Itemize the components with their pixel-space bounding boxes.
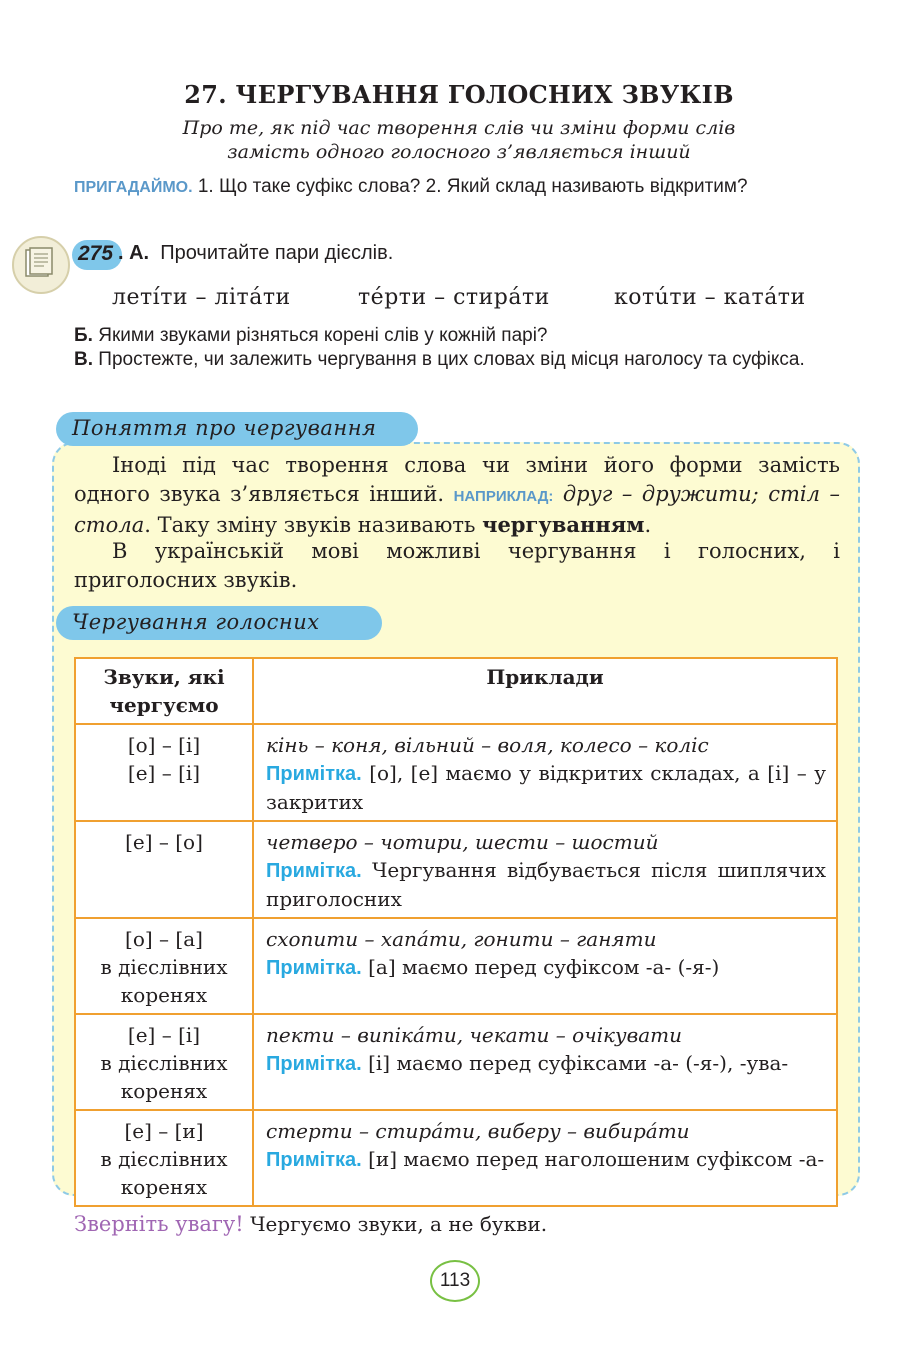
exercise-part-b: Б. Якими звуками різняться корені слів у кожній парі? [74,325,548,346]
attention-label: Зверніть увагу! [74,1212,244,1236]
table-row: [о] – [і] [е] – [і] кінь – коня, вільний – воля, колесо – коліс Примітка. [о], [е] маємо у відкритих складах, а [і] – у закритих [75,724,837,821]
remind-block [74,175,844,200]
table-row: [е] – [о] четверо – чотири, шести – шостий Примітка. Чергування відбувається після шиплячих приголосних [75,821,837,918]
exercise-part-a: . А. Прочитайте пари дієслів. [118,242,394,264]
vowels-heading: Чергування голосних [56,606,382,640]
verb-pairs [0,285,918,317]
concept-paragraph-2: В українській мові можливі чергування і голосних, і приголосних звуків. [74,539,840,592]
note-label: Примітка. [266,1149,362,1171]
column-header-sounds: Звуки, які чергуємо [75,658,253,724]
remind-text: 1. Що таке суфікс слова? 2. Який склад називають відкритим? [192,176,748,197]
attention-note [74,1212,547,1236]
term: чергуванням [482,512,645,537]
example-label: НАПРИКЛАД: [453,487,554,505]
page-subtitle: Про те, як під час творення слів чи зміни форми слів замість одного голосного з’являється інший [182,117,736,163]
verb-pair: тéрти – стирáти [358,285,550,310]
table-header-row [75,658,837,724]
note-label: Примітка. [266,957,362,979]
table-row: [о] – [а] в дієслівних коренях схопити – хапáти, гонити – ганяти Примітка. [а] маємо перед суфіксом -а- (-я-) [75,918,837,1014]
remind-label: ПРИГАДАЙМО. [74,179,193,196]
verb-pair: котúти – катáти [614,285,806,310]
table-row: [е] – [і] в дієслівних коренях пекти – випікáти, чекати – очікувати Примітка. [і] маємо перед суфіксами -а- (-я-), -ува- [75,1014,837,1110]
attention-text: Чергуємо звуки, а не букви. [243,1212,548,1236]
verb-pair: летíти – літáти [112,285,291,310]
page-number: 113 [430,1260,480,1302]
note-label: Примітка. [266,763,362,785]
exercise-number: 275 [74,238,122,272]
column-header-examples: Приклади [253,658,837,724]
table-row: [е] – [и] в дієслівних коренях стерти – стирáти, виберу – вибирáти Примітка. [и] маємо перед наголошеним суфіксом -а- [75,1110,837,1206]
concept-paragraph: Іноді під час творення слова чи зміни його форми замість одного звука з’являється інший. НАПРИКЛАД: друг – дружити; стіл – стола. Таку зміну звуків називають чергуванням. [74,453,840,537]
page-title: 27. ЧЕРГУВАННЯ ГОЛОСНИХ ЗВУКІВ [184,80,734,109]
concept-heading: Поняття про чергування [56,412,418,446]
note-label: Примітка. [266,860,362,882]
exercise-part-c: В. Простежте, чи залежить чергування в цих словах від місця наголосу та суфікса. [74,349,805,370]
note-label: Примітка. [266,1053,362,1075]
vowel-alternation-table [74,657,838,1207]
